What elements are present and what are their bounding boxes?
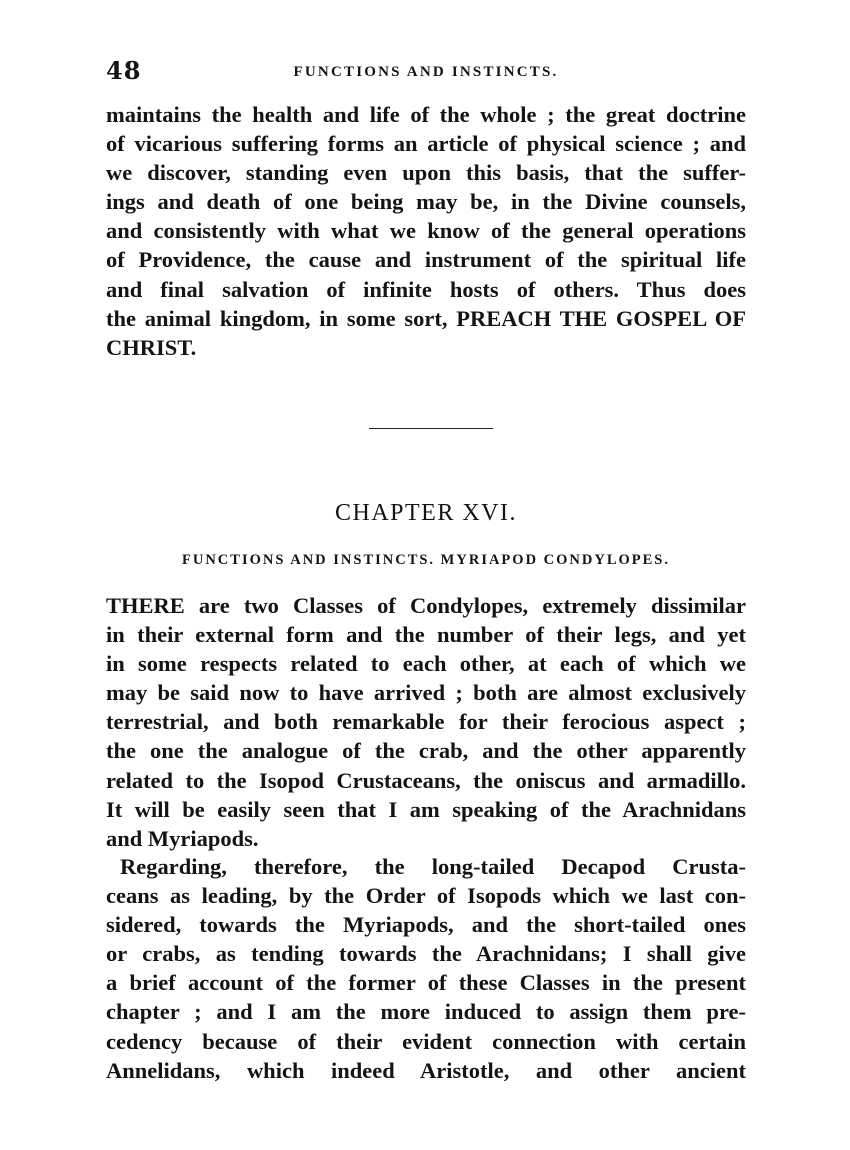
running-head: [106, 56, 746, 88]
text-line: may be said now to have arrived ; both are almost exclusively: [106, 680, 746, 706]
text-line: terrestrial, and both remarkable for their ferocious aspect ;: [106, 709, 746, 735]
text-line: maintains the health and life of the whole ; the great doctrine: [106, 102, 746, 127]
text-line: Regarding, therefore, the long-tailed Decapod Crusta-: [120, 854, 746, 879]
text-line: CHRIST.: [106, 334, 197, 360]
page-number: 48: [106, 56, 142, 85]
text-line: THERE are two Classes of Condylopes, extremely dissimilar: [106, 593, 746, 618]
paragraph-continuation: [106, 100, 746, 362]
text-line: we discover, standing even upon this basis, that the suffer-: [106, 160, 746, 186]
text-line: the animal kingdom, in some sort, PREACH THE GOSPEL OF: [106, 305, 746, 331]
text-line: in their external form and the number of their legs, and yet: [106, 622, 746, 648]
text-line: ceans as leading, by the Order of Isopods which we last con-: [106, 883, 746, 909]
text-line: of vicarious suffering forms an article of physical science ; and: [106, 131, 746, 157]
running-title: FUNCTIONS AND INSTINCTS.: [293, 64, 559, 80]
text-line: the one the analogue of the crab, and the other apparently: [106, 738, 746, 764]
text-line: or crabs, as tending towards the Arachnidans; I shall give: [106, 941, 746, 967]
paragraph: [106, 852, 746, 1085]
chapter-subtitle: FUNCTIONS AND INSTINCTS. MYRIAPOD CONDYLOPES.: [182, 552, 670, 568]
text-line: chapter ; and I am the more induced to assign them pre-: [106, 999, 746, 1025]
text-line: in some respects related to each other, at each of which we: [106, 651, 746, 677]
text-line: and Myriapods.: [106, 825, 259, 851]
text-line: cedency because of their evident connection with certain: [106, 1028, 746, 1054]
text-line: sidered, towards the Myriapods, and the short-tailed ones: [106, 912, 746, 938]
text-line: Annelidans, which indeed Aristotle, and other ancient: [106, 1057, 746, 1083]
text-line: ings and death of one being may be, in the Divine counsels,: [106, 189, 746, 215]
text-line: related to the Isopod Crustaceans, the oniscus and armadillo.: [106, 767, 746, 793]
paragraph: [106, 591, 746, 853]
text-line: and final salvation of infinite hosts of others. Thus does: [106, 276, 746, 302]
text-line: and consistently with what we know of the general operations: [106, 218, 746, 244]
text-line: It will be easily seen that I am speaking of the Arachnidans: [106, 796, 746, 822]
section-divider: [369, 428, 493, 429]
text-line: a brief account of the former of these Classes in the present: [106, 970, 746, 996]
chapter-heading: CHAPTER XVI.: [334, 500, 517, 526]
text-line: of Providence, the cause and instrument of the spiritual life: [106, 247, 746, 273]
